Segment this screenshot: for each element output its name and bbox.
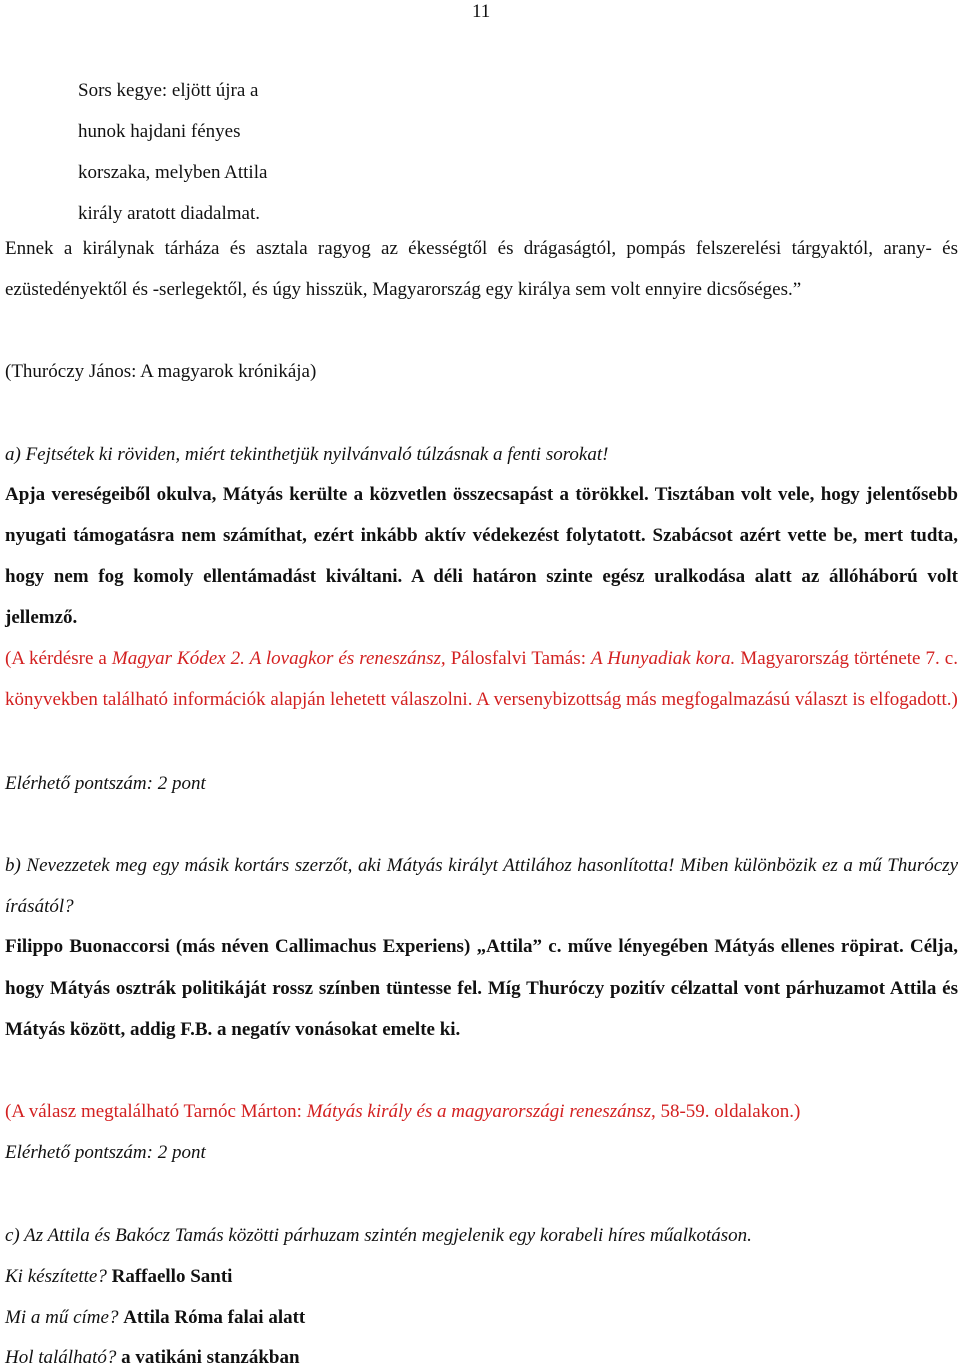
- poem-line: király aratott diadalmat.: [78, 203, 261, 224]
- qa-row: [5, 1265, 958, 1289]
- qa-question: Mi a mű címe?: [5, 1307, 119, 1328]
- qa-question: Hol található?: [5, 1347, 117, 1368]
- question-c: c) Az Attila és Bakócz Tamás közötti párhuzam szintén megjelenik egy korabeli híres műalkotáson.: [5, 1225, 752, 1246]
- points-b: Elérhető pontszám: 2 pont: [5, 1142, 206, 1163]
- quote-paragraph: Ennek a királynak tárháza és asztala ragyog az ékességtől és drágaságtól, pompás felszerelési tárgyaktól, arany- és ezüstedényektől és -serlegektől, és úgy hisszük, Magyarország egy királya sem volt ennyire dicsőséges.”: [5, 238, 958, 300]
- note-a-book-title: A Hunyadiak kora.: [591, 648, 736, 669]
- qa-answer: Attila Róma falai alatt: [123, 1307, 306, 1328]
- poem-line: hunok hajdani fényes: [78, 121, 241, 142]
- answer-note-b: [5, 1100, 958, 1124]
- poem-line: Sors kegye: eljött újra a: [78, 80, 259, 101]
- note-b-text: , 58-59. oldalakon.): [650, 1101, 801, 1122]
- page-number: 11: [472, 1, 491, 22]
- qa-row: [5, 1346, 958, 1370]
- poem-line: korszaka, melyben Attila: [78, 162, 268, 183]
- qa-row: [5, 1306, 958, 1330]
- question-b: b) Nevezzetek meg egy másik kortárs szerzőt, aki Mátyás királyt Attilához hasonlította! Miben különbözik ez a mű Thuróczy írásától?: [5, 855, 958, 917]
- qa-answer: Raffaello Santi: [111, 1266, 233, 1287]
- note-a-text: (A kérdésre a: [5, 648, 112, 669]
- note-a-text: Magyarország története 7. c. könyvekben található információk alapján lehetett válaszolni. A versenybizottság más megfogalmazású választ is elfogadott.): [5, 648, 958, 710]
- note-a-book-title: Magyar Kódex 2. A lovagkor és reneszánsz,: [111, 648, 446, 669]
- points-a: Elérhető pontszám: 2 pont: [5, 773, 206, 794]
- qa-question: Ki készítette?: [5, 1266, 107, 1287]
- answer-note-a: [5, 638, 958, 720]
- qa-answer: a vatikáni stanzákban: [121, 1347, 300, 1368]
- poem-quote: [78, 70, 267, 234]
- citation: (Thuróczy János: A magyarok krónikája): [5, 361, 317, 382]
- answer-b: Filippo Buonaccorsi (más néven Callimachus Experiens) „Attila” c. műve lényegében Mátyás ellenes röpirat. Célja, hogy Mátyás osztrák politikáját rossz színben tüntesse fel. Míg Thuróczy pozitív célzattal vont párhuzamot Attila és Mátyás között, addig F.B. a negatív vonásokat emelte ki.: [5, 936, 958, 1040]
- note-b-text: (A válasz megtalálható Tarnóc Márton:: [5, 1101, 307, 1122]
- note-b-book-title: Mátyás király és a magyarországi reneszánsz: [306, 1101, 651, 1122]
- answer-a: Apja vereségeiből okulva, Mátyás kerülte a közvetlen összecsapást a törökkel. Tisztában volt vele, hogy jelentősebb nyugati támogatásra nem számíthat, ezért inkább aktív védekezést folytatott. Szabácsot azért vette be, mert tudta, hogy nem fog komoly ellentámadást kiváltani. A déli határon szinte egész uralkodása alatt az állóháború volt jellemző.: [5, 484, 958, 628]
- question-a: a) Fejtsétek ki röviden, miért tekinthetjük nyilvánvaló túlzásnak a fenti sorokat!: [5, 444, 609, 465]
- note-a-text: Pálosfalvi Tamás:: [445, 648, 592, 669]
